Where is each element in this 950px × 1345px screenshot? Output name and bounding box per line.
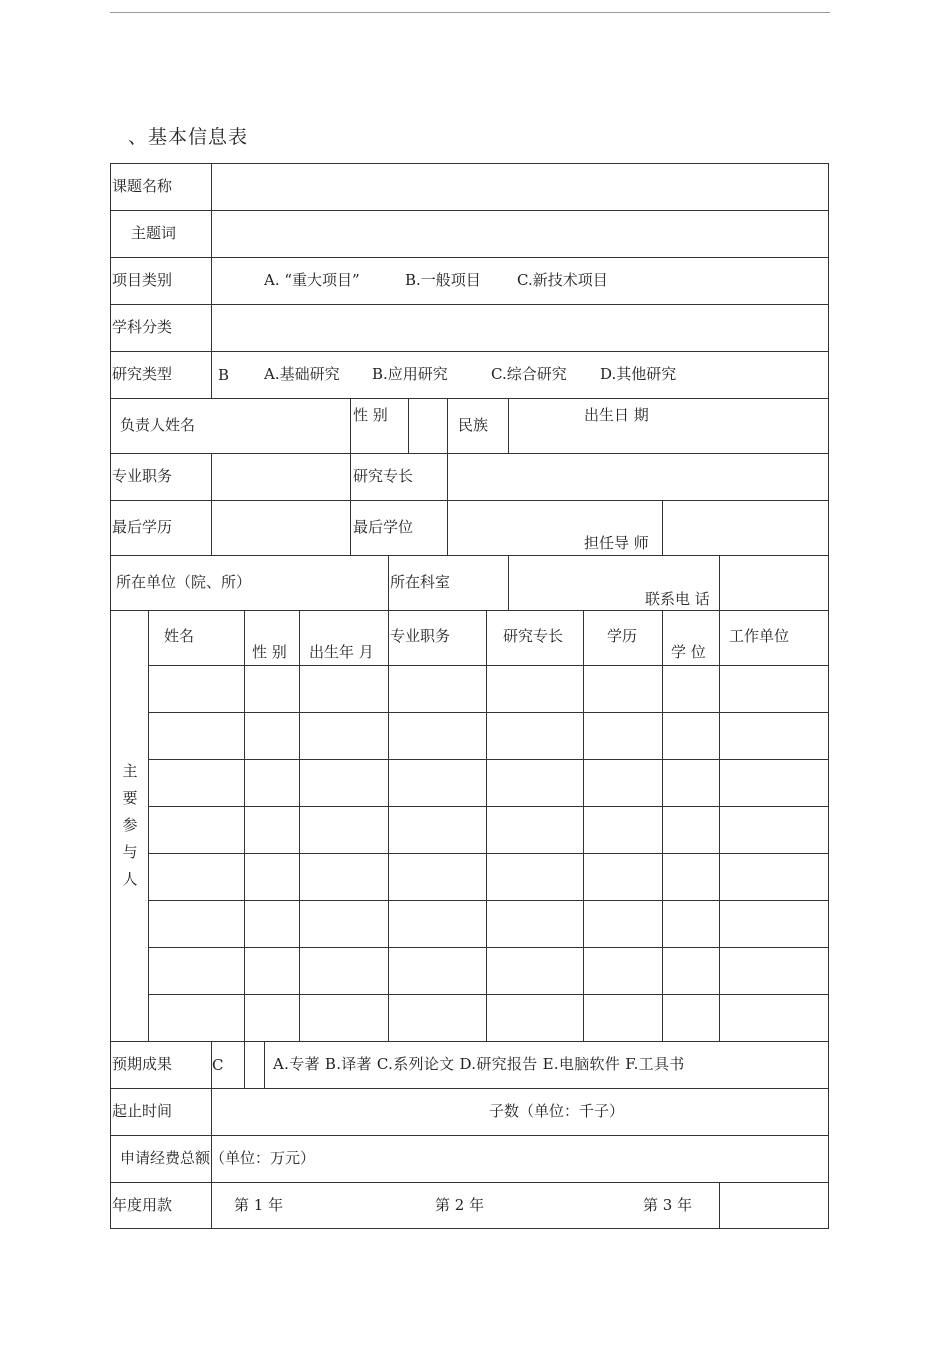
- research-type-option-d: D.其他研究: [600, 365, 677, 383]
- project-type-option-c: C.新技术项目: [517, 271, 608, 289]
- period-label: 起止时间: [112, 1102, 173, 1120]
- participants-side-char: 与: [122, 843, 138, 861]
- research-type-label: 研究类型: [112, 365, 173, 383]
- participants-side-char: 主: [122, 762, 138, 780]
- participants-header-gender: 性 别: [252, 643, 287, 661]
- annual-year-2: 第 2 年: [435, 1196, 485, 1214]
- department-label: 所在科室: [390, 573, 451, 591]
- annual-year-3: 第 3 年: [643, 1196, 693, 1214]
- expected-results-options: A.专著 B.译著 C.系列论文 D.研究报告 E.电脑软件 F.工具书: [273, 1055, 685, 1073]
- research-type-option-a: A.基础研究: [264, 365, 340, 383]
- project-type-option-a: A. “重大项目”: [264, 271, 360, 289]
- participants-header-title: 专业职务: [390, 627, 451, 645]
- participants-header-degree: 学 位: [671, 643, 706, 661]
- title-label: 专业职务: [112, 467, 173, 485]
- participants-side-char: 要: [122, 789, 138, 807]
- word-count-label: 子数（单位：千子）: [489, 1102, 625, 1120]
- project-type-option-b: B.一般项目: [405, 271, 481, 289]
- topic-name-label: 课题名称: [112, 177, 173, 195]
- participants-header-birth: 出生年 月: [309, 643, 374, 661]
- leader-name-label: 负责人姓名: [120, 416, 196, 434]
- unit-label: 所在单位（院、所）: [116, 573, 252, 591]
- project-type-label: 项目类别: [112, 271, 173, 289]
- total-funding-label: 申请经费总额（单位：万元）: [120, 1149, 316, 1167]
- research-type-value: B: [218, 366, 230, 384]
- participants-header-education: 学历: [607, 627, 638, 645]
- participants-side-label: [120, 758, 140, 893]
- expected-results-label: 预期成果: [112, 1055, 173, 1073]
- ethnicity-label: 民族: [458, 416, 489, 434]
- participants-header-workplace: 工作单位: [729, 627, 790, 645]
- research-type-option-b: B.应用研究: [372, 365, 448, 383]
- keywords-label: 主题词: [131, 224, 177, 242]
- discipline-label: 学科分类: [112, 318, 173, 336]
- phone-label: 联系电 话: [645, 590, 710, 608]
- participants-header-name: 姓名: [164, 627, 195, 645]
- annual-label: 年度用款: [112, 1196, 173, 1214]
- gender-label: 性 别: [353, 406, 388, 424]
- supervisor-label: 担任导 师: [584, 534, 649, 552]
- participants-side-char: 人: [122, 870, 138, 888]
- participants-side-char: 参: [122, 816, 138, 834]
- participants-header-specialty: 研究专长: [503, 627, 564, 645]
- birth-date-label: 出生日 期: [584, 406, 649, 424]
- form-heading: 、基本信息表: [128, 126, 249, 148]
- specialty-label: 研究专长: [353, 467, 414, 485]
- expected-results-value: C: [212, 1056, 224, 1074]
- degree-label: 最后学位: [353, 518, 414, 536]
- education-label: 最后学历: [112, 518, 173, 536]
- annual-year-1: 第 1 年: [234, 1196, 284, 1214]
- research-type-option-c: C.综合研究: [491, 365, 567, 383]
